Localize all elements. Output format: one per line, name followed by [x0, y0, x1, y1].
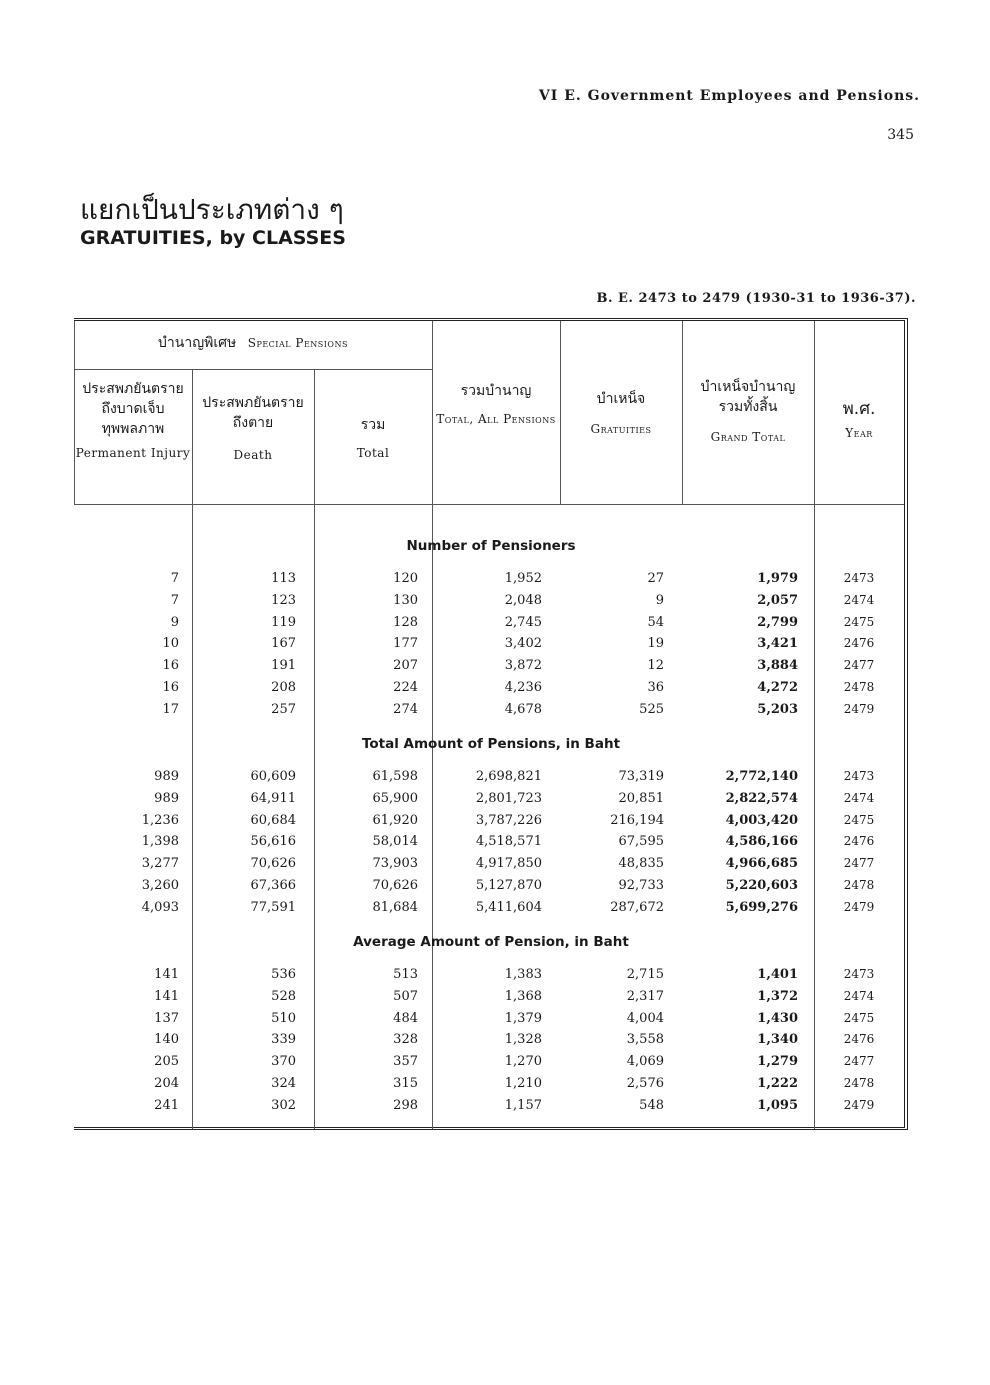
all-pensions-cell: 1,328: [504, 1032, 542, 1048]
grand-total-cell: 4,272: [757, 680, 798, 695]
table-row: [74, 593, 908, 615]
total-header: [314, 415, 432, 461]
all-pensions-cell: 2,698,821: [475, 769, 542, 784]
special-pensions-header: [74, 335, 432, 351]
death-cell: 339: [271, 1032, 296, 1048]
injury-cell: 10: [162, 636, 179, 652]
death-thai-line1: ประสพภยันตราย: [202, 395, 304, 411]
header-rule: [74, 504, 904, 505]
total-cell: 61,598: [372, 769, 418, 784]
death-cell: 64,911: [250, 790, 296, 806]
all-pensions-cell: 1,210: [504, 1076, 542, 1091]
death-thai-line2: ถึงตาย: [232, 415, 274, 431]
all-pensions-cell: 1,383: [504, 967, 542, 982]
death-cell: 191: [271, 658, 296, 674]
special-pensions-english: Special Pensions: [247, 336, 348, 350]
all-pensions-cell: 1,368: [504, 988, 542, 1004]
death-cell: 119: [271, 614, 296, 630]
table-row: [74, 680, 908, 702]
table-row: [74, 1098, 908, 1120]
year-cell: 2474: [843, 988, 875, 1003]
year-cell: 2478: [843, 878, 875, 892]
table-row: [74, 967, 908, 989]
year-cell: 2475: [843, 1010, 875, 1025]
death-cell: 70,626: [250, 856, 296, 872]
all-pensions-cell: 4,518,571: [475, 834, 542, 850]
grand-total-cell: 5,203: [757, 701, 798, 717]
page-title-english: GRATUITIES, by CLASSES: [80, 227, 346, 249]
death-cell: 536: [271, 967, 296, 982]
total-cell: 274: [393, 701, 418, 717]
all-pensions-cell: 1,270: [504, 1054, 542, 1070]
all-pensions-thai: รวมบำนาญ: [460, 383, 532, 399]
injury-cell: 241: [154, 1097, 179, 1113]
injury-english: Permanent Injury: [75, 446, 191, 460]
table-row: [74, 791, 908, 813]
injury-cell: 989: [154, 790, 179, 806]
gratuities-cell: 92,733: [618, 878, 664, 893]
death-cell: 370: [271, 1054, 296, 1070]
total-cell: 61,920: [372, 812, 418, 828]
grand-total-cell: 4,966,685: [725, 856, 798, 872]
all-pensions-header: [432, 381, 560, 427]
period-caption: B. E. 2473 to 2479 (1930-31 to 1936-37).: [596, 291, 916, 306]
gratuities-cell: 3,558: [626, 1032, 664, 1048]
total-cell: 73,903: [372, 856, 418, 872]
gratuities-thai: บำเหน็จ: [596, 391, 646, 407]
grand-total-cell: 2,822,574: [725, 790, 798, 806]
running-header: VI E. Government Employees and Pensions.: [538, 88, 920, 104]
death-cell: 324: [271, 1076, 296, 1091]
year-cell: 2477: [843, 1054, 875, 1069]
death-cell: 167: [271, 636, 296, 652]
year-cell: 2473: [843, 967, 875, 981]
grand-total-cell: 1,401: [757, 967, 798, 982]
all-pensions-cell: 2,048: [504, 592, 542, 608]
total-cell: 298: [393, 1097, 418, 1113]
grand-total-cell: 2,772,140: [725, 769, 798, 784]
death-cell: 56,616: [250, 834, 296, 850]
all-pensions-cell: 1,379: [504, 1010, 542, 1026]
grand-total-cell: 3,884: [757, 658, 798, 674]
death-header: [192, 393, 314, 463]
gratuities-cell: 2,317: [626, 988, 664, 1004]
table-row: [74, 1011, 908, 1033]
death-cell: 60,609: [250, 769, 296, 784]
all-pensions-cell: 2,745: [504, 614, 542, 630]
injury-cell: 141: [154, 967, 179, 982]
year-cell: 2473: [843, 769, 875, 783]
grand-total-cell: 5,699,276: [725, 899, 798, 915]
injury-cell: 17: [162, 701, 179, 717]
death-cell: 67,366: [250, 878, 296, 893]
all-pensions-cell: 1,952: [504, 571, 542, 586]
year-cell: 2477: [843, 658, 875, 673]
table-row: [74, 571, 908, 593]
gratuities-cell: 54: [647, 614, 664, 630]
injury-cell: 204: [154, 1076, 179, 1091]
year-cell: 2474: [843, 790, 875, 805]
total-cell: 81,684: [372, 899, 418, 915]
death-cell: 302: [271, 1097, 296, 1113]
year-cell: 2478: [843, 680, 875, 694]
table-row: [74, 1032, 908, 1054]
year-cell: 2475: [843, 614, 875, 629]
injury-thai-line2: ถึงบาดเจ็บ: [101, 401, 165, 417]
injury-header: [74, 379, 192, 461]
total-cell: 315: [393, 1076, 418, 1091]
total-cell: 207: [393, 658, 418, 674]
total-cell: 65,900: [372, 790, 418, 806]
year-cell: 2473: [843, 571, 875, 585]
injury-cell: 989: [154, 769, 179, 784]
grand-total-cell: 3,421: [757, 636, 798, 652]
total-cell: 70,626: [372, 878, 418, 893]
table-row: [74, 1054, 908, 1076]
table-row: [74, 658, 908, 680]
injury-cell: 3,277: [141, 856, 179, 872]
injury-cell: 4,093: [141, 899, 179, 915]
all-pensions-cell: 5,411,604: [475, 899, 542, 915]
page-number: 345: [887, 127, 914, 143]
gratuities-cell: 73,319: [618, 769, 664, 784]
gratuities-english: Gratuities: [590, 422, 652, 436]
death-cell: 77,591: [250, 899, 296, 915]
year-cell: 2479: [843, 1097, 875, 1112]
grand-total-cell: 1,222: [757, 1076, 798, 1091]
death-cell: 113: [271, 571, 296, 586]
table-row: [74, 1076, 908, 1098]
injury-thai-line1: ประสพภยันตราย: [82, 381, 184, 397]
total-english: Total: [356, 446, 390, 460]
injury-cell: 205: [154, 1054, 179, 1070]
injury-cell: 7: [170, 571, 179, 586]
injury-cell: 1,398: [141, 834, 179, 850]
table-row: [74, 878, 908, 900]
gratuities-header: [560, 389, 682, 437]
total-cell: 507: [393, 988, 418, 1004]
total-thai: รวม: [360, 417, 386, 433]
gratuities-cell: 216,194: [610, 812, 664, 828]
grand-total-header: [682, 377, 814, 445]
death-cell: 257: [271, 701, 296, 717]
injury-cell: 3,260: [141, 878, 179, 893]
gratuities-cell: 12: [647, 658, 664, 674]
year-cell: 2476: [843, 1032, 875, 1047]
all-pensions-cell: 5,127,870: [475, 878, 542, 893]
year-cell: 2479: [843, 899, 875, 914]
death-cell: 123: [271, 592, 296, 608]
year-header: [814, 399, 904, 441]
injury-cell: 16: [162, 658, 179, 674]
total-cell: 130: [393, 592, 418, 608]
death-cell: 510: [271, 1010, 296, 1026]
grand-total-cell: 1,979: [757, 571, 798, 586]
year-cell: 2478: [843, 1076, 875, 1090]
grand-total-cell: 1,372: [757, 988, 798, 1004]
all-pensions-cell: 3,787,226: [475, 812, 542, 828]
gratuities-cell: 9: [655, 592, 664, 608]
grand-total-thai-line1: บำเหน็จบำนาญ: [700, 379, 796, 395]
year-cell: 2479: [843, 701, 875, 716]
grand-total-cell: 5,220,603: [725, 878, 798, 893]
total-cell: 224: [393, 680, 418, 695]
gratuities-cell: 548: [639, 1097, 664, 1113]
death-cell: 528: [271, 988, 296, 1004]
all-pensions-cell: 3,872: [504, 658, 542, 674]
gratuities-cell: 48,835: [618, 856, 664, 872]
gratuities-cell: 36: [647, 680, 664, 695]
section-title: Total Amount of Pensions, in Baht: [361, 736, 621, 752]
injury-cell: 137: [154, 1010, 179, 1026]
grand-total-cell: 4,003,420: [725, 812, 798, 828]
table-row: [74, 702, 908, 724]
year-cell: 2476: [843, 636, 875, 651]
table-row: [74, 834, 908, 856]
page-title-thai: แยกเป็นประเภทต่าง ๆ: [80, 193, 344, 226]
all-pensions-cell: 3,402: [504, 636, 542, 652]
gratuities-cell: 27: [647, 571, 664, 586]
gratuities-cell: 20,851: [618, 790, 664, 806]
all-pensions-english: Total, All Pensions: [436, 412, 556, 426]
all-pensions-cell: 4,917,850: [475, 856, 542, 872]
total-cell: 513: [393, 967, 418, 982]
grand-total-cell: 1,430: [757, 1010, 798, 1026]
gratuities-cell: 19: [647, 636, 664, 652]
section-title: Number of Pensioners: [406, 538, 576, 554]
all-pensions-cell: 1,157: [504, 1097, 542, 1113]
special-pensions-thai: บำนาญพิเศษ: [158, 335, 237, 351]
total-cell: 58,014: [372, 834, 418, 850]
year-cell: 2477: [843, 856, 875, 871]
total-cell: 484: [393, 1010, 418, 1026]
year-cell: 2475: [843, 812, 875, 827]
grand-total-cell: 1,340: [757, 1032, 798, 1048]
death-cell: 60,684: [250, 812, 296, 828]
all-pensions-cell: 4,678: [504, 701, 542, 717]
grand-total-english: Grand Total: [710, 430, 786, 444]
gratuities-cell: 4,069: [626, 1054, 664, 1070]
total-cell: 120: [393, 571, 418, 586]
year-cell: 2474: [843, 592, 875, 607]
statistics-table: [74, 318, 908, 1130]
total-cell: 328: [393, 1032, 418, 1048]
grand-total-cell: 1,095: [757, 1097, 798, 1113]
all-pensions-cell: 4,236: [504, 680, 542, 695]
grand-total-cell: 1,279: [757, 1054, 798, 1070]
injury-cell: 140: [154, 1032, 179, 1048]
gratuities-cell: 2,576: [626, 1076, 664, 1091]
gratuities-cell: 287,672: [610, 899, 664, 915]
injury-thai-line3: ทุพพลภาพ: [101, 421, 165, 437]
gratuities-cell: 525: [639, 701, 664, 717]
gratuities-cell: 4,004: [626, 1010, 664, 1026]
injury-cell: 16: [162, 680, 179, 695]
table-row: [74, 615, 908, 637]
death-cell: 208: [271, 680, 296, 695]
grand-total-thai-line2: รวมทั้งสิ้น: [718, 399, 778, 415]
injury-cell: 1,236: [141, 812, 179, 828]
total-cell: 128: [393, 614, 418, 630]
grand-total-cell: 2,057: [757, 592, 798, 608]
total-cell: 177: [393, 636, 418, 652]
grand-total-cell: 2,799: [757, 614, 798, 630]
all-pensions-cell: 2,801,723: [475, 790, 542, 806]
group-rule: [74, 369, 432, 370]
year-english: Year: [845, 426, 873, 440]
total-cell: 357: [393, 1054, 418, 1070]
gratuities-cell: 67,595: [618, 834, 664, 850]
gratuities-cell: 2,715: [626, 967, 664, 982]
table-row: [74, 900, 908, 922]
injury-cell: 7: [170, 592, 179, 608]
death-english: Death: [233, 448, 273, 462]
table-row: [74, 856, 908, 878]
injury-cell: 141: [154, 988, 179, 1004]
injury-cell: 9: [170, 614, 179, 630]
grand-total-cell: 4,586,166: [725, 834, 798, 850]
section-title: Average Amount of Pension, in Baht: [353, 934, 629, 950]
table-row: [74, 989, 908, 1011]
year-thai: พ.ศ.: [842, 399, 876, 419]
year-cell: 2476: [843, 834, 875, 849]
table-row: [74, 813, 908, 835]
table-row: [74, 636, 908, 658]
table-row: [74, 769, 908, 791]
